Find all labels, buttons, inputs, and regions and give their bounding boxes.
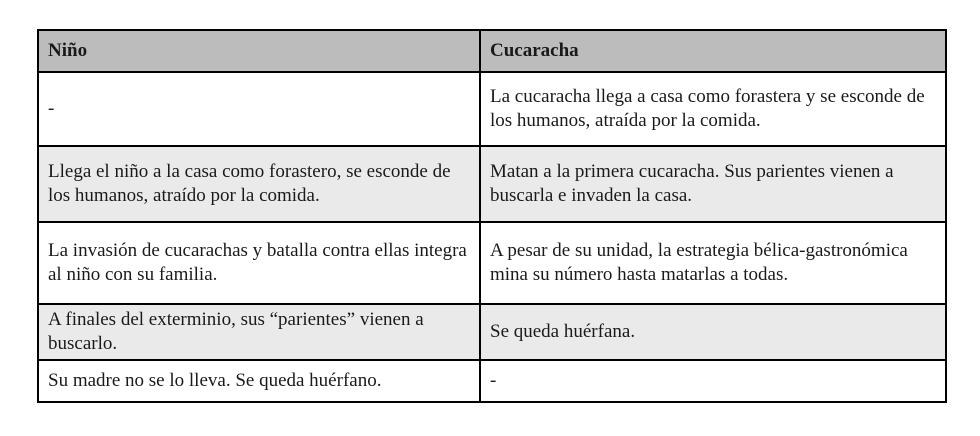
cell-nino: -	[38, 72, 480, 146]
cell-nino: A finales del exterminio, sus “parientes” vienen a buscarlo.	[38, 304, 480, 360]
header-nino: Niño	[38, 30, 480, 72]
cell-cucaracha: Se queda huérfana.	[480, 304, 946, 360]
cell-nino: La invasión de cucarachas y batalla contra ellas integra al niño con su familia.	[38, 222, 480, 304]
cell-cucaracha: A pesar de su unidad, la estrategia bélica-gastronómica mina su número hasta matarlas a todas.	[480, 222, 946, 304]
cell-cucaracha: Matan a la primera cucaracha. Sus parientes vienen a buscarla e invaden la casa.	[480, 146, 946, 222]
cell-nino: Llega el niño a la casa como forastero, se esconde de los humanos, atraído por la comida.	[38, 146, 480, 222]
table-row	[38, 360, 946, 402]
header-cucaracha: Cucaracha	[480, 30, 946, 72]
cell-nino: Su madre no se lo lleva. Se queda huérfano.	[38, 360, 480, 402]
cell-cucaracha: La cucaracha llega a casa como forastera y se esconde de los humanos, atraída por la comida.	[480, 72, 946, 146]
table-row	[38, 222, 946, 304]
comparison-table	[37, 29, 947, 403]
table-row	[38, 304, 946, 360]
table-row	[38, 146, 946, 222]
cell-cucaracha: -	[480, 360, 946, 402]
header-row	[38, 30, 946, 72]
table-row	[38, 72, 946, 146]
